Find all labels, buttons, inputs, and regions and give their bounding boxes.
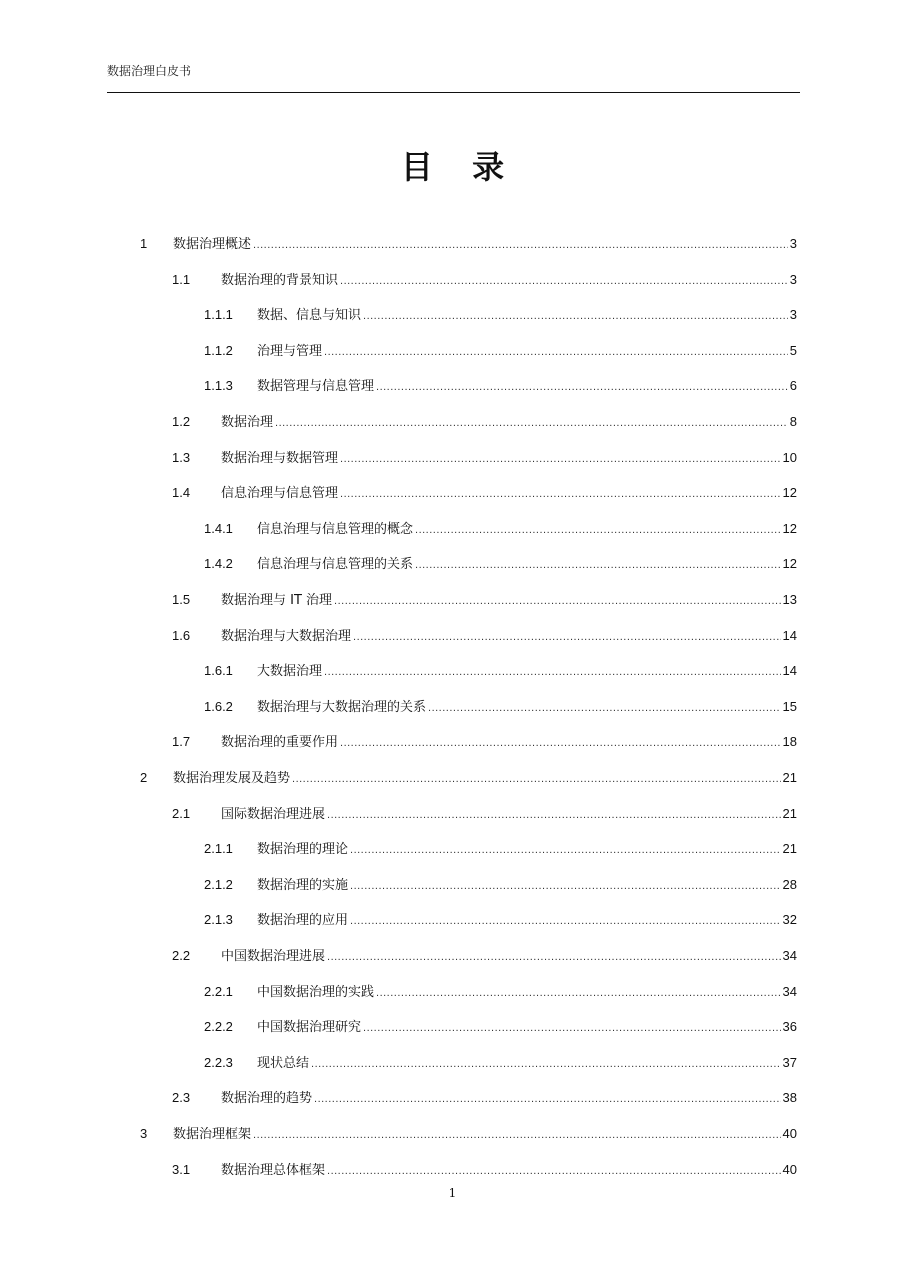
toc-entry-title: 数据治理的趋势 <box>221 1091 313 1107</box>
toc-entry[interactable] <box>172 732 797 752</box>
toc-entry[interactable] <box>204 1053 797 1073</box>
toc-dot-leader <box>324 342 788 362</box>
toc-entry-number: 1.6.2 <box>204 698 233 714</box>
toc-entry[interactable] <box>172 483 797 503</box>
toc-entry-number: 1.2 <box>172 414 191 429</box>
toc-entry[interactable] <box>204 661 797 681</box>
toc-entry[interactable] <box>204 697 797 717</box>
toc-dot-leader <box>415 555 781 575</box>
toc-dot-leader <box>376 377 788 397</box>
toc-entry-page: 12 <box>782 556 797 572</box>
toc-entry-page: 34 <box>782 983 797 999</box>
toc-entry-page: 3 <box>789 236 797 251</box>
toc-entry-page: 32 <box>782 912 797 928</box>
toc-dot-leader <box>350 840 781 860</box>
toc-entry-page: 21 <box>782 805 797 821</box>
toc-entry-title: 信息治理与信息管理 <box>221 486 339 502</box>
toc-dot-leader <box>415 520 781 540</box>
toc-entry[interactable] <box>172 412 797 432</box>
toc-entry-number: 3 <box>140 1126 148 1141</box>
toc-entry[interactable] <box>204 910 797 930</box>
toc-entry-title: 数据治理的重要作用 <box>221 735 339 751</box>
toc-entry-title: 中国数据治理研究 <box>257 1020 362 1036</box>
toc-entry-title: 大数据治理 <box>257 664 323 680</box>
toc-entry-page: 21 <box>782 841 797 857</box>
toc-entry-title: 信息治理与信息管理的关系 <box>257 557 414 573</box>
toc-dot-leader <box>334 591 780 611</box>
toc-entry[interactable] <box>172 1160 797 1180</box>
toc-entry-title: 数据治理框架 <box>173 1127 252 1142</box>
toc-entry-title: 数据治理的背景知识 <box>221 272 339 288</box>
toc-entry-title: 数据治理的实施 <box>257 877 349 893</box>
toc-dot-leader <box>428 698 781 718</box>
toc-dot-leader <box>292 769 781 789</box>
toc-entry-number: 2.2.1 <box>204 983 233 999</box>
toc-entry-number: 2.1.3 <box>204 912 233 928</box>
toc-entry[interactable] <box>204 376 797 396</box>
toc-entry-title: 数据治理与大数据治理的关系 <box>257 699 427 715</box>
toc-entry[interactable] <box>172 270 797 290</box>
toc-entry[interactable] <box>204 875 797 895</box>
toc-entry-title: 数据治理与 IT 治理 <box>221 593 333 608</box>
toc-entry-page: 28 <box>782 876 797 892</box>
toc-entry-page: 12 <box>782 485 797 501</box>
toc-dot-leader <box>324 662 781 682</box>
toc-entry-title: 数据治理与数据管理 <box>221 450 339 466</box>
toc-dot-leader <box>363 306 788 326</box>
toc-entry-title: 数据、信息与知识 <box>257 308 362 324</box>
toc-entry-page: 36 <box>782 1019 797 1035</box>
toc-entry[interactable] <box>172 626 797 646</box>
toc-entry-page: 13 <box>782 592 797 607</box>
toc-dot-leader <box>327 1161 781 1181</box>
toc-entry[interactable] <box>172 1088 797 1108</box>
toc-entry-page: 6 <box>789 378 797 394</box>
toc-entry[interactable] <box>204 982 797 1002</box>
running-header: 数据治理白皮书 <box>107 64 192 78</box>
toc-entry-page: 38 <box>782 1090 797 1106</box>
toc-entry[interactable] <box>172 448 797 468</box>
toc-entry[interactable] <box>204 839 797 859</box>
toc-entry-number: 3.1 <box>172 1161 191 1177</box>
toc-dot-leader <box>353 627 781 647</box>
toc-entry-number: 2.2 <box>172 948 191 963</box>
toc-entry-number: 1.1.1 <box>204 307 233 323</box>
toc-entry-number: 2.2.3 <box>204 1054 233 1070</box>
toc-entry-page: 5 <box>789 342 797 358</box>
toc-entry-page: 34 <box>782 948 797 963</box>
toc-dot-leader <box>340 484 781 504</box>
toc-entry[interactable] <box>172 804 797 824</box>
toc-entry-number: 1.1.2 <box>204 342 233 358</box>
toc-entry-page: 18 <box>782 734 797 750</box>
toc-entry-number: 2.1 <box>172 805 191 821</box>
toc-entry-page: 21 <box>782 770 797 785</box>
toc-dot-leader <box>311 1054 781 1074</box>
toc-dot-leader <box>340 271 788 291</box>
toc-entry-number: 1.6.1 <box>204 663 233 679</box>
toc-entry-title: 中国数据治理的实践 <box>257 984 375 1000</box>
toc-entry-number: 1.6 <box>172 627 191 643</box>
toc-dot-leader <box>340 733 781 753</box>
toc-dot-leader <box>350 911 781 931</box>
page-title: 目 录 <box>400 148 519 186</box>
toc-entry-title: 治理与管理 <box>257 343 323 359</box>
toc-entry-page: 3 <box>789 271 797 287</box>
toc-entry-number: 1.4 <box>172 485 191 501</box>
toc-entry-title: 国际数据治理进展 <box>221 806 326 822</box>
toc-entry-number: 1.1.3 <box>204 378 233 394</box>
toc-entry-title: 数据治理与大数据治理 <box>221 628 352 644</box>
toc-entry-title: 现状总结 <box>257 1055 310 1071</box>
toc-entry-number: 1.3 <box>172 449 191 465</box>
toc-entry-page: 14 <box>782 663 797 679</box>
toc-entry-number: 2.3 <box>172 1090 191 1106</box>
toc-dot-leader <box>253 235 788 255</box>
toc-dot-leader <box>327 805 781 825</box>
toc-entry[interactable] <box>204 341 797 361</box>
toc-entry-title: 数据治理 <box>221 415 274 430</box>
toc-entry-number: 2.1.2 <box>204 876 233 892</box>
toc-entry-title: 信息治理与信息管理的概念 <box>257 521 414 537</box>
toc-entry-title: 数据治理的理论 <box>257 842 349 858</box>
toc-entry-page: 12 <box>782 520 797 536</box>
header-divider <box>107 92 800 93</box>
toc-entry-page: 10 <box>782 449 797 465</box>
toc-entry-page: 15 <box>782 698 797 714</box>
toc-entry-number: 2 <box>140 770 148 785</box>
toc-entry-number: 1.1 <box>172 271 191 287</box>
page-number: 1 <box>448 1186 457 1200</box>
toc-entry-title: 数据治理的应用 <box>257 913 349 929</box>
toc-dot-leader <box>275 413 788 433</box>
toc-entry[interactable] <box>204 519 797 539</box>
toc-entry[interactable] <box>204 305 797 325</box>
toc-entry-page: 40 <box>782 1126 797 1141</box>
toc-entry[interactable] <box>140 1124 797 1144</box>
toc-entry-page: 40 <box>782 1161 797 1177</box>
toc-entry-number: 1 <box>140 236 148 251</box>
toc-dot-leader <box>340 449 781 469</box>
toc-entry[interactable] <box>140 768 797 788</box>
toc-dot-leader <box>253 1125 781 1145</box>
toc-entry[interactable] <box>204 554 797 574</box>
toc-entry[interactable] <box>172 590 797 610</box>
toc-entry[interactable] <box>204 1017 797 1037</box>
toc-entry-number: 1.4.2 <box>204 556 233 572</box>
toc-entry-title: 中国数据治理进展 <box>221 949 326 964</box>
toc-dot-leader <box>363 1018 781 1038</box>
toc-entry-page: 8 <box>789 414 797 429</box>
toc-entry-page: 37 <box>782 1054 797 1070</box>
toc-entry-page: 3 <box>789 307 797 323</box>
toc-entry[interactable] <box>172 946 797 966</box>
toc-dot-leader <box>314 1089 781 1109</box>
toc-dot-leader <box>350 876 781 896</box>
toc-entry-title: 数据治理总体框架 <box>221 1162 326 1178</box>
toc-dot-leader <box>327 947 781 967</box>
toc-entry-title: 数据治理概述 <box>173 237 252 252</box>
toc-entry-number: 2.1.1 <box>204 841 233 857</box>
toc-entry-title: 数据治理发展及趋势 <box>173 771 291 786</box>
toc-dot-leader <box>376 983 781 1003</box>
toc-entry-title: 数据管理与信息管理 <box>257 379 375 395</box>
toc-entry-page: 14 <box>782 627 797 643</box>
toc-entry-number: 1.7 <box>172 734 191 750</box>
toc-entry[interactable] <box>140 234 797 254</box>
toc-entry-number: 2.2.2 <box>204 1019 233 1035</box>
toc-entry-number: 1.5 <box>172 592 191 607</box>
toc-entry-number: 1.4.1 <box>204 520 233 536</box>
